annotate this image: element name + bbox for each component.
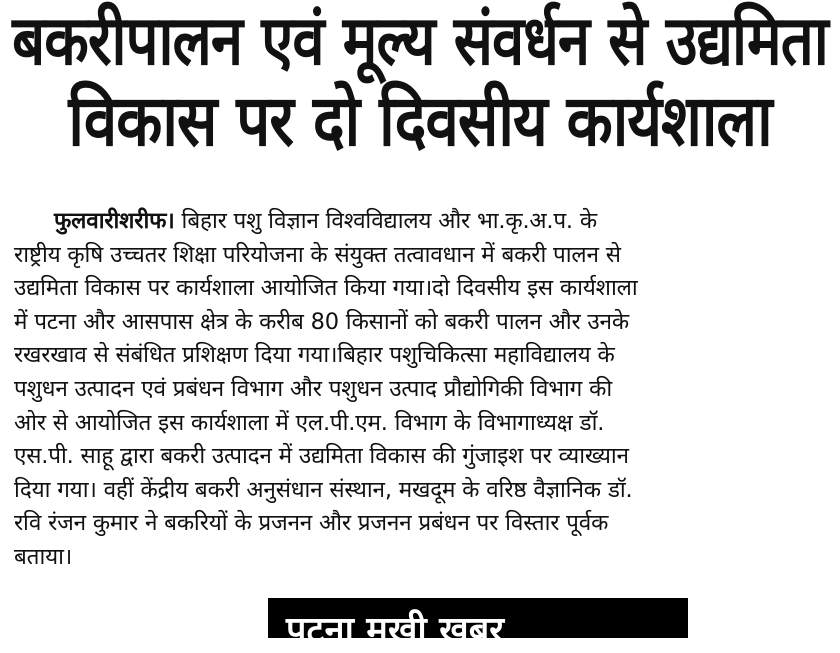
headline-line-1: बकरीपालन एवं मूल्य संवर्धन से उद्यमिता — [12, 0, 828, 81]
article-line-3: उद्यमिता विकास पर कार्यशाला आयोजित किया गया।दो दिवसीय इस कार्यशाला — [14, 275, 638, 302]
headline-line-2: विकास पर दो दिवसीय कार्यशाला — [68, 80, 772, 163]
article-line-11: बताया। — [14, 543, 73, 570]
dateline: फुलवारीशरीफ। — [54, 208, 175, 234]
article-line-4: में पटना और आसपास क्षेत्र के करीब 80 किसानों को बकरी पालन और उनके — [14, 308, 629, 335]
article-body — [14, 205, 832, 575]
next-article-heading-box — [268, 598, 688, 651]
article-line-6: पशुधन उत्पादन एवं प्रबंधन विभाग और पशुधन उत्पाद प्रौद्योगिकी विभाग की — [14, 375, 612, 402]
article-line-2: राष्ट्रीय कृषि उच्चतर शिक्षा परियोजना के संयुक्त तत्वावधान में बकरी पालन से — [14, 241, 621, 268]
article-line-10: रवि रंजन कुमार ने बकरियों के प्रजनन और प्रजनन प्रबंधन पर विस्तार पूर्वक — [14, 510, 609, 537]
article-line-8: एस.पी. साहू द्वारा बकरी उत्पादन में उद्यमिता विकास की गुंजाइश पर व्याख्यान — [14, 443, 629, 470]
next-article-heading: पटना मखी खबर — [286, 610, 504, 651]
article-line-1-text: बिहार पशु विज्ञान विश्वविद्यालय और भा.कृ.अ.प. के — [181, 208, 597, 234]
article-line-7: ओर से आयोजित इस कार्यशाला में एल.पी.एम. विभाग के विभागाध्यक्ष डॉ. — [14, 409, 605, 436]
article-line-1 — [14, 205, 832, 239]
article-line-5: रखरखाव से संबंधित प्रशिक्षण दिया गया।बिहार पशुचिकित्सा महाविद्यालय के — [14, 342, 615, 369]
article-line-9: दिया गया। वहीं केंद्रीय बकरी अनुसंधान संस्थान, मखदूम के वरिष्ठ वैज्ञानिक डॉ. — [14, 476, 633, 503]
